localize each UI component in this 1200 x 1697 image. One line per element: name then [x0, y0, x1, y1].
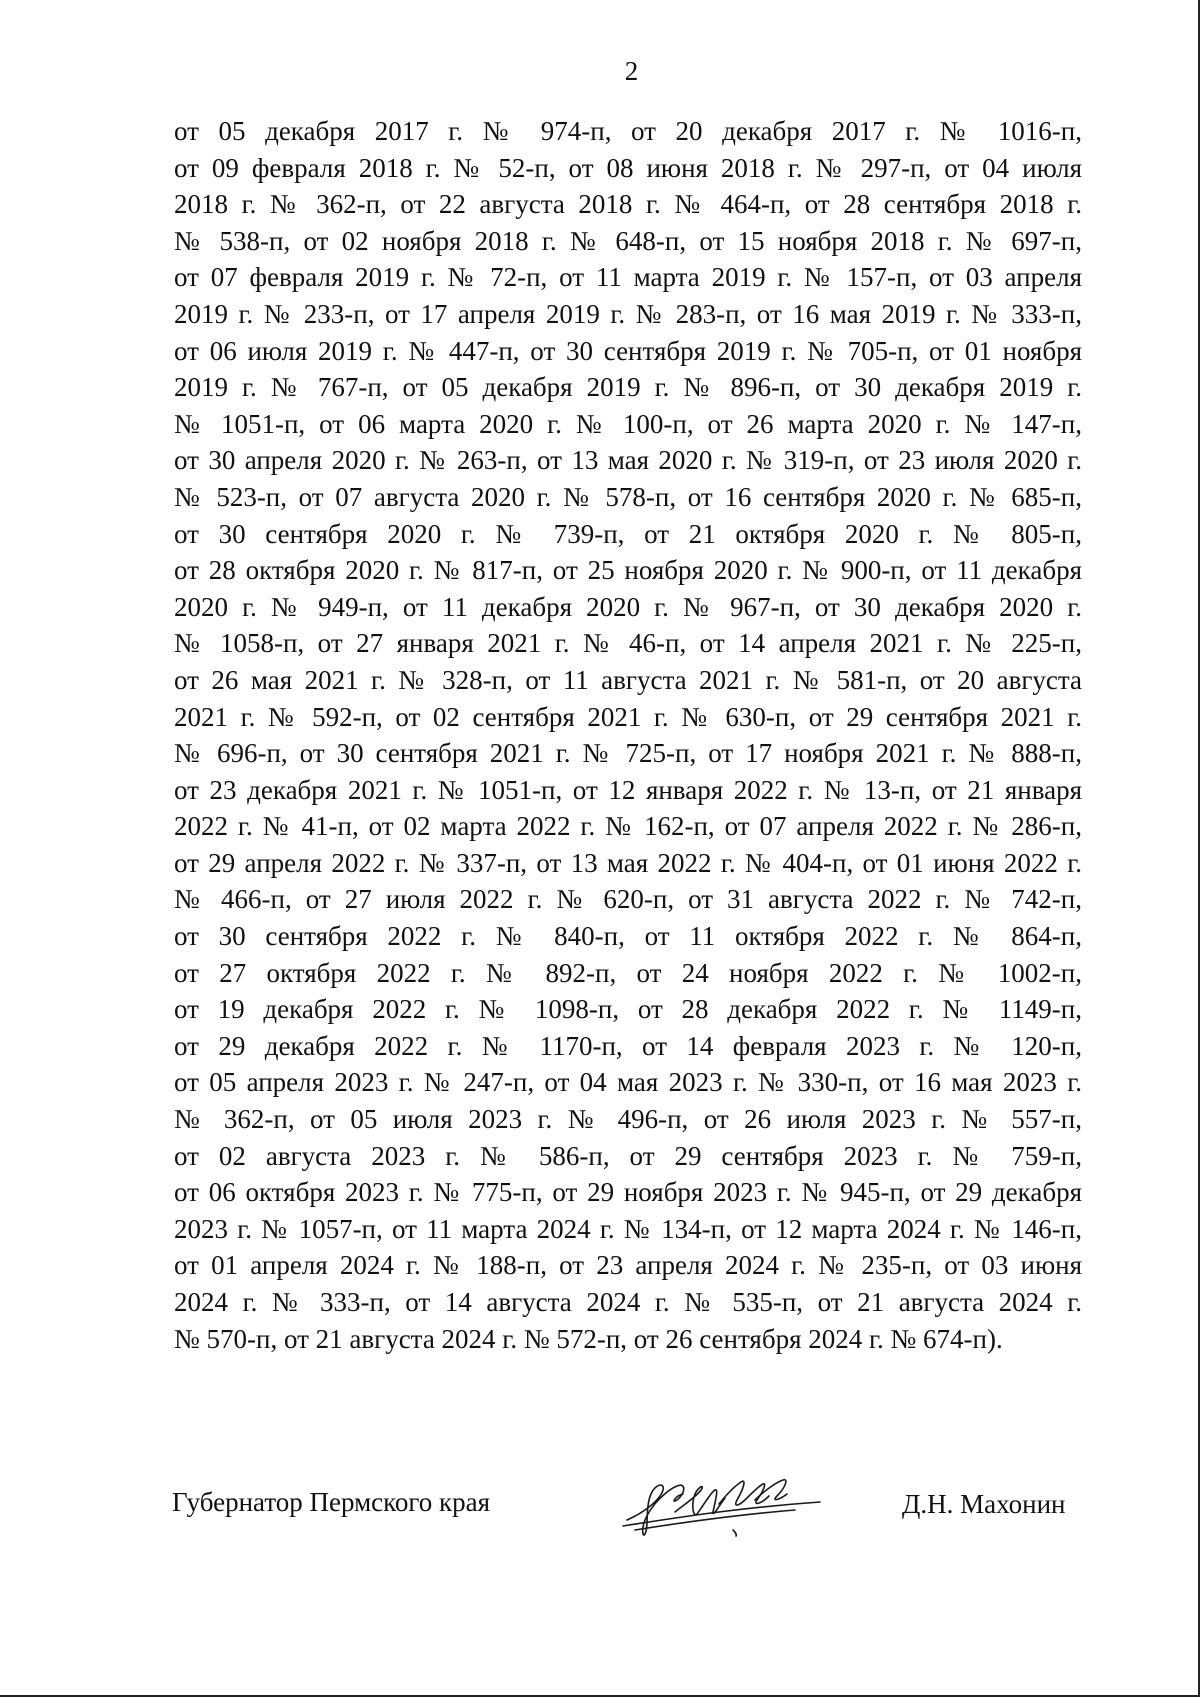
body-line: от 09 февраля 2018 г. № 52-п, от 08 июня 2018 г. № 297-п, от 04 июля [174, 152, 1082, 183]
body-line: от 27 октября 2022 г. № 892-п, от 24 ноября 2022 г. № 1002-п, [174, 957, 1082, 988]
body-line: от 30 сентября 2022 г. № 840-п, от 11 октября 2022 г. № 864-п, [174, 921, 1082, 952]
body-line: от 26 мая 2021 г. № 328-п, от 11 августа 2021 г. № 581-п, от 20 августа [174, 664, 1082, 695]
body-text [174, 113, 1082, 1357]
body-line: от 28 октября 2020 г. № 817-п, от 25 ноября 2020 г. № 900-п, от 11 декабря [174, 555, 1082, 586]
handwritten-signature [615, 1460, 830, 1545]
body-line: № 362-п, от 05 июля 2023 г. № 496-п, от 26 июля 2023 г. № 557-п, [174, 1104, 1082, 1135]
signature-block [0, 1460, 1200, 1550]
body-line: 2022 г. № 41-п, от 02 марта 2022 г. № 162-п, от 07 апреля 2022 г. № 286-п, [174, 811, 1082, 842]
body-line: № 523-п, от 07 августа 2020 г. № 578-п, от 16 сентября 2020 г. № 685-п, [174, 481, 1082, 512]
body-line: 2019 г. № 233-п, от 17 апреля 2019 г. № 283-п, от 16 мая 2019 г. № 333-п, [174, 298, 1082, 329]
body-line: 2020 г. № 949-п, от 11 декабря 2020 г. № 967-п, от 30 декабря 2020 г. [174, 591, 1082, 622]
body-line: № 696-п, от 30 сентября 2021 г. № 725-п, от 17 ноября 2021 г. № 888-п, [174, 738, 1082, 769]
body-line: от 29 апреля 2022 г. № 337-п, от 13 мая 2022 г. № 404-п, от 01 июня 2022 г. [174, 847, 1082, 878]
body-line: № 570-п, от 21 августа 2024 г. № 572-п, от 26 сентября 2024 г. № 674-п). [174, 1323, 1003, 1354]
body-line: от 02 августа 2023 г. № 586-п, от 29 сентября 2023 г. № 759-п, [174, 1140, 1082, 1171]
body-line: от 07 февраля 2019 г. № 72-п, от 11 марта 2019 г. № 157-п, от 03 апреля [174, 262, 1082, 293]
body-line: 2021 г. № 592-п, от 02 сентября 2021 г. № 630-п, от 29 сентября 2021 г. [174, 701, 1082, 732]
body-line: от 19 декабря 2022 г. № 1098-п, от 28 декабря 2022 г. № 1149-п, [174, 994, 1082, 1025]
body-line: 2024 г. № 333-п, от 14 августа 2024 г. № 535-п, от 21 августа 2024 г. [174, 1287, 1082, 1317]
body-line: 2019 г. № 767-п, от 05 декабря 2019 г. № 896-п, от 30 декабря 2019 г. [174, 372, 1082, 403]
body-line: от 06 июля 2019 г. № 447-п, от 30 сентября 2019 г. № 705-п, от 01 ноября [174, 335, 1082, 366]
body-line: от 01 апреля 2024 г. № 188-п, от 23 апреля 2024 г. № 235-п, от 03 июня [174, 1250, 1082, 1281]
body-line: от 30 сентября 2020 г. № 739-п, от 21 октября 2020 г. № 805-п, [174, 518, 1082, 549]
body-line: от 23 декабря 2021 г. № 1051-п, от 12 января 2022 г. № 13-п, от 21 января [174, 774, 1082, 805]
body-line: 2018 г. № 362-п, от 22 августа 2018 г. № 464-п, от 28 сентября 2018 г. [174, 189, 1082, 220]
body-line: от 29 декабря 2022 г. № 1170-п, от 14 февраля 2023 г. № 120-п, [174, 1030, 1082, 1061]
body-line: от 05 апреля 2023 г. № 247-п, от 04 мая 2023 г. № 330-п, от 16 мая 2023 г. [174, 1067, 1082, 1098]
body-line: от 05 декабря 2017 г. № 974-п, от 20 декабря 2017 г. № 1016-п, [174, 116, 1082, 146]
signatory-name: Д.Н. Махонин [902, 1489, 1066, 1519]
body-line: от 06 октября 2023 г. № 775-п, от 29 ноября 2023 г. № 945-п, от 29 декабря [174, 1177, 1082, 1208]
body-line: № 466-п, от 27 июля 2022 г. № 620-п, от 31 августа 2022 г. № 742-п, [174, 884, 1082, 915]
page-number: 2 [624, 56, 639, 86]
body-line: 2023 г. № 1057-п, от 11 марта 2024 г. № 134-п, от 12 марта 2024 г. № 146-п, [174, 1213, 1082, 1244]
body-line: № 538-п, от 02 ноября 2018 г. № 648-п, от 15 ноября 2018 г. № 697-п, [174, 225, 1082, 256]
body-line: № 1058-п, от 27 января 2021 г. № 46-п, от 14 апреля 2021 г. № 225-п, [174, 628, 1082, 659]
body-line: от 30 апреля 2020 г. № 263-п, от 13 мая 2020 г. № 319-п, от 23 июля 2020 г. [174, 445, 1082, 476]
body-line: № 1051-п, от 06 марта 2020 г. № 100-п, от 26 марта 2020 г. № 147-п, [174, 408, 1082, 439]
signatory-position: Губернатор Пермского края [172, 1487, 491, 1517]
